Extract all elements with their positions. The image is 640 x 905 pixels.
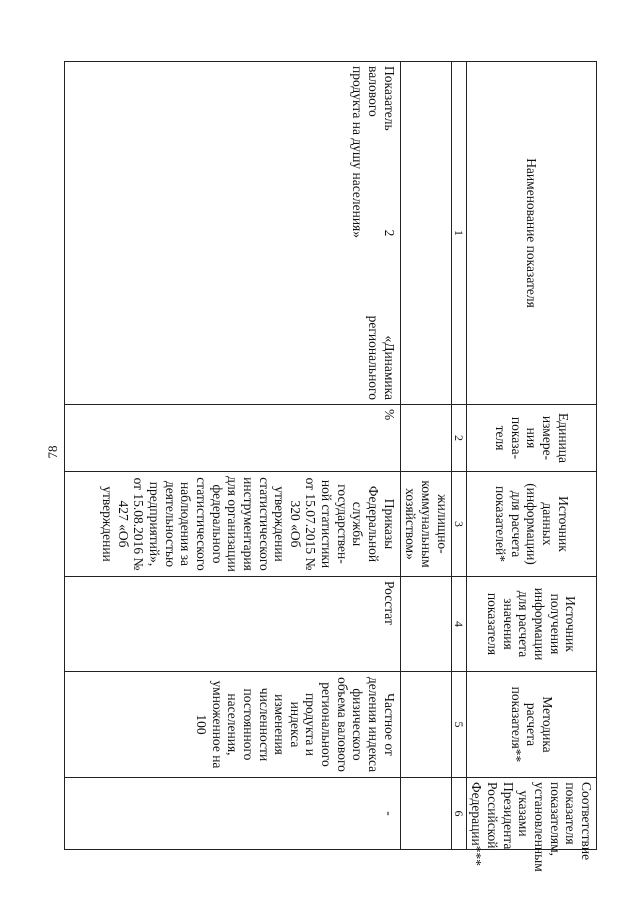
column-number-row: [451, 62, 466, 850]
table-row: [65, 62, 401, 850]
continuation-source-text: жилищно-коммунальным хозяйством»: [400, 472, 451, 577]
column-number: 2: [451, 405, 466, 472]
header-method: Методика расчета показателя**: [466, 672, 596, 778]
continuation-cell-empty: [400, 778, 451, 850]
column-number: 1: [451, 62, 466, 405]
header-info-source: Источник получения информации для расчета значения показателя: [466, 577, 596, 672]
info-source-cell: Росстат: [65, 577, 401, 672]
header-data-source: Источник данных (информации) для расчета показателей*: [466, 472, 596, 577]
page-number: 78: [45, 445, 60, 459]
header-unit: Единица измере-ния показа-теля: [466, 405, 596, 472]
continuation-cell-empty: [400, 405, 451, 472]
header-indicator-name: Наименование показателя: [466, 62, 596, 405]
continuation-cell-empty: [400, 577, 451, 672]
column-number: 6: [451, 778, 466, 850]
continuation-cell-empty: [400, 62, 451, 405]
indicator-name-cell: [65, 62, 401, 405]
continuation-cell-empty: [400, 672, 451, 778]
table-header-row: [466, 62, 596, 850]
data-source-cell: Приказы Федеральной службы государствен-ной статистики от 15.07.2015 № 320 «Об утверждении статистического инструментария для организации федерального статистического наблюдения за деятельностью предприятий», от 15.08.2016 № 427 «Об утверждении: [65, 472, 401, 577]
indicators-table: [64, 61, 597, 872]
indicator-name-line: Показатель 2 «Динамика: [381, 66, 397, 400]
column-number: 4: [451, 577, 466, 672]
compliance-cell: -: [65, 778, 401, 850]
header-compliance: Соответствие показателя показателям, установленным указами Президента Российской Федерации***: [466, 778, 596, 850]
unit-cell: %: [65, 405, 401, 472]
indicator-name-line: валового регионального: [366, 66, 382, 400]
column-number: 3: [451, 472, 466, 577]
column-number: 5: [451, 672, 466, 778]
continuation-row: [400, 62, 451, 850]
method-cell: Частное от деления индекса физического объема валового регионального продукта и индекса изменения численности постоянного населения, умноженное на 100: [65, 672, 401, 778]
rotated-table-container: [64, 61, 597, 872]
indicator-name-line: продукта на душу населения»: [350, 66, 366, 238]
